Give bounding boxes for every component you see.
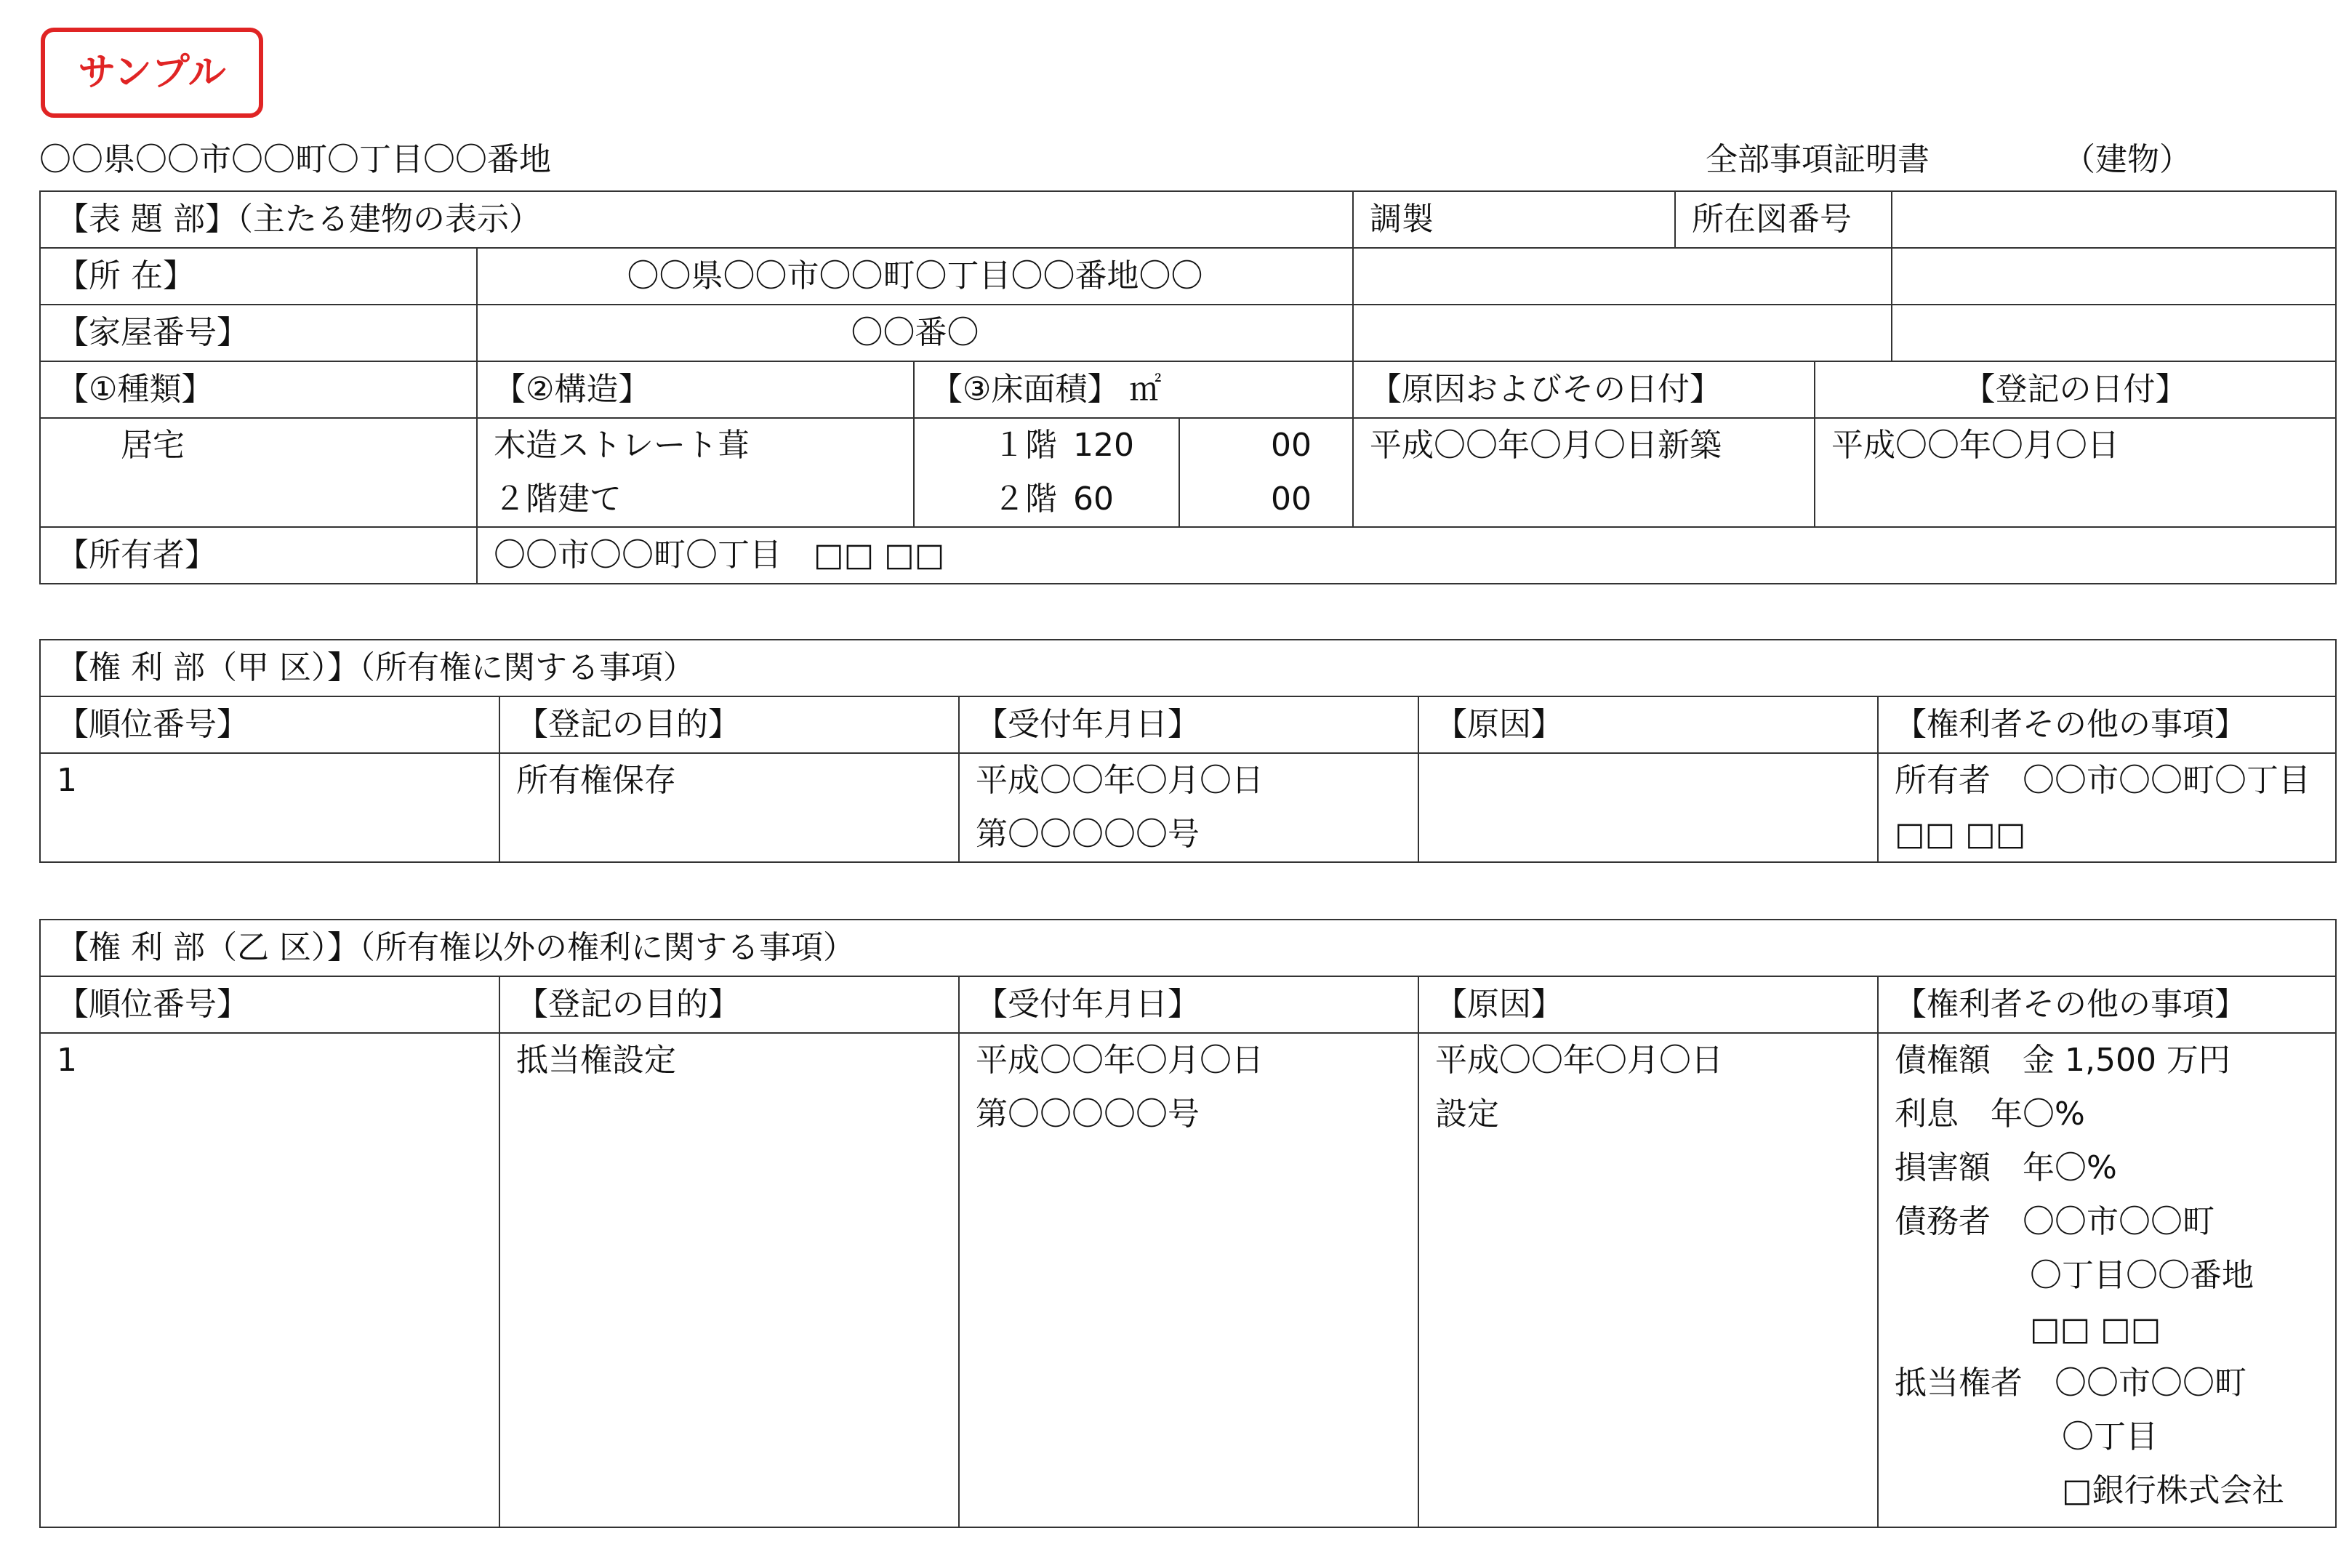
floor-2-line [993, 473, 1163, 526]
house-number-label: 【家屋番号】 [40, 305, 477, 361]
col-structure: 【②構造】 [477, 361, 914, 418]
location-label: 【所 在】 [40, 248, 477, 305]
kou-holder-cell [1878, 753, 2336, 862]
floor-area-cell [914, 418, 1179, 527]
header-address: 〇〇県〇〇市〇〇町〇丁目〇〇番地 [39, 141, 551, 178]
registration-date-value: 平成〇〇年〇月〇日 [1831, 427, 2120, 464]
otsu-holder-line-2: 利息 年〇% [1895, 1095, 2085, 1133]
otsu-header-row [40, 976, 2336, 1033]
floor-1-decimal: 00 [1271, 427, 1312, 464]
floor-decimal-cell [1179, 418, 1353, 527]
cause-cell [1353, 418, 1815, 527]
kou-holder-line-1: 所有者 〇〇市〇〇町〇丁目 [1895, 762, 2310, 799]
house-number-blank-1 [1353, 305, 1892, 361]
kou-col-purpose: 【登記の目的】 [499, 696, 959, 753]
floor-2-label: ２階 [993, 481, 1057, 518]
structure-cell [477, 418, 914, 527]
house-number-value: 〇〇番〇 [477, 305, 1353, 361]
otsu-holder-line-4: 債務者 〇〇市〇〇町 [1895, 1203, 2215, 1240]
map-number-label: 所在図番号 [1675, 191, 1892, 248]
document-type: （建物） [2063, 141, 2191, 178]
otsu-col-date: 【受付年月日】 [959, 976, 1418, 1033]
hyodai-table [39, 190, 2337, 584]
structure-line-2: ２階建て [494, 481, 622, 518]
otsu-col-rank: 【順位番号】 [40, 976, 499, 1033]
col-kind: 【①種類】 [40, 361, 477, 418]
otsu-col-cause: 【原因】 [1418, 976, 1878, 1033]
hyodai-title-row [40, 191, 2336, 248]
kind-cell [40, 418, 477, 527]
owner-label: 【所有者】 [40, 527, 477, 584]
kou-table [39, 639, 2337, 863]
kou-col-cause: 【原因】 [1418, 696, 1878, 753]
otsu-table [39, 919, 2337, 1528]
kou-rank-cell [40, 753, 499, 862]
otsu-title-row [40, 920, 2336, 976]
otsu-holder-line-8: 〇丁目 [2062, 1418, 2158, 1455]
owner-value: 〇〇市〇〇町〇丁目 □□ □□ [477, 527, 2336, 584]
otsu-holder-line-5: 〇丁目〇〇番地 [2030, 1257, 2254, 1294]
location-row [40, 248, 2336, 305]
hyodai-header-row [40, 361, 2336, 418]
otsu-title: 【権 利 部（乙 区）】（所有権以外の権利に関する事項） [40, 920, 2336, 976]
floor-1-area: 120 [1073, 427, 1134, 464]
kou-entry-row [40, 753, 2336, 862]
registration-date-cell [1815, 418, 2336, 527]
kou-holder-line-2: □□ □□ [1895, 816, 2026, 853]
building-row [40, 418, 2336, 527]
floor-1-line [993, 419, 1163, 473]
otsu-col-holder: 【権利者その他の事項】 [1878, 976, 2336, 1033]
kou-rank: 1 [57, 762, 77, 799]
col-cause: 【原因およびその日付】 [1353, 361, 1815, 418]
otsu-holder-line-7: 抵当権者 〇〇市〇〇町 [1895, 1364, 2246, 1402]
kou-col-date: 【受付年月日】 [959, 696, 1418, 753]
location-value: 〇〇県〇〇市〇〇町〇丁目〇〇番地〇〇 [477, 248, 1353, 305]
kou-cause-cell [1418, 753, 1878, 862]
kou-cause [1435, 754, 1861, 808]
location-blank-1 [1353, 248, 1892, 305]
otsu-holder-line-6: □□ □□ [2030, 1311, 2161, 1348]
kou-purpose-cell [499, 753, 959, 862]
kou-date-line-1: 平成〇〇年〇月〇日 [976, 762, 1264, 799]
kou-col-holder: 【権利者その他の事項】 [1878, 696, 2336, 753]
otsu-col-purpose: 【登記の目的】 [499, 976, 959, 1033]
kou-title: 【権 利 部（甲 区）】（所有権に関する事項） [40, 640, 2336, 696]
cause-value: 平成〇〇年〇月〇日新築 [1370, 427, 1722, 464]
document-title: 全部事項証明書 [1706, 141, 1930, 178]
otsu-cause-line-2: 設定 [1435, 1095, 1499, 1133]
otsu-holder-cell [1878, 1033, 2336, 1527]
kou-purpose: 所有権保存 [516, 762, 676, 799]
floor-2-decimal: 00 [1271, 481, 1312, 518]
kind-value: 居宅 [121, 427, 185, 464]
map-number-value [1892, 191, 2336, 248]
sample-badge: サンプル [41, 28, 263, 118]
otsu-holder-line-9: □銀行株式会社 [2062, 1472, 2284, 1509]
otsu-cause-line-1: 平成〇〇年〇月〇日 [1435, 1042, 1723, 1079]
col-registration-date: 【登記の日付】 [1815, 361, 2336, 418]
structure-line-1: 木造ストレート葺 [494, 427, 750, 464]
otsu-holder-line-1: 債権額 金 1,500 万円 [1895, 1042, 2230, 1079]
otsu-cause-cell [1418, 1033, 1878, 1527]
hyodai-title: 【表 題 部】（主たる建物の表示） [40, 191, 1353, 248]
kou-header-row [40, 696, 2336, 753]
otsu-rank: 1 [57, 1042, 77, 1079]
otsu-entry-row [40, 1033, 2336, 1527]
otsu-date-line-1: 平成〇〇年〇月〇日 [976, 1042, 1264, 1079]
kou-date-line-2: 第〇〇〇〇〇号 [976, 816, 1200, 853]
kou-date-cell [959, 753, 1418, 862]
floor-1-label: １階 [993, 427, 1057, 464]
kou-col-rank: 【順位番号】 [40, 696, 499, 753]
otsu-holder-line-3: 損害額 年〇% [1895, 1149, 2117, 1186]
otsu-rank-cell [40, 1033, 499, 1527]
owner-row [40, 527, 2336, 584]
otsu-date-line-2: 第〇〇〇〇〇号 [976, 1095, 1200, 1133]
otsu-purpose: 抵当権設定 [516, 1042, 676, 1079]
otsu-purpose-cell [499, 1033, 959, 1527]
chosei-label: 調製 [1353, 191, 1675, 248]
kou-title-row [40, 640, 2336, 696]
col-floor-area: 【③床面積】 ㎡ [914, 361, 1353, 418]
location-blank-2 [1892, 248, 2336, 305]
house-number-blank-2 [1892, 305, 2336, 361]
otsu-date-cell [959, 1033, 1418, 1527]
house-number-row [40, 305, 2336, 361]
floor-2-area: 60 [1073, 481, 1114, 518]
